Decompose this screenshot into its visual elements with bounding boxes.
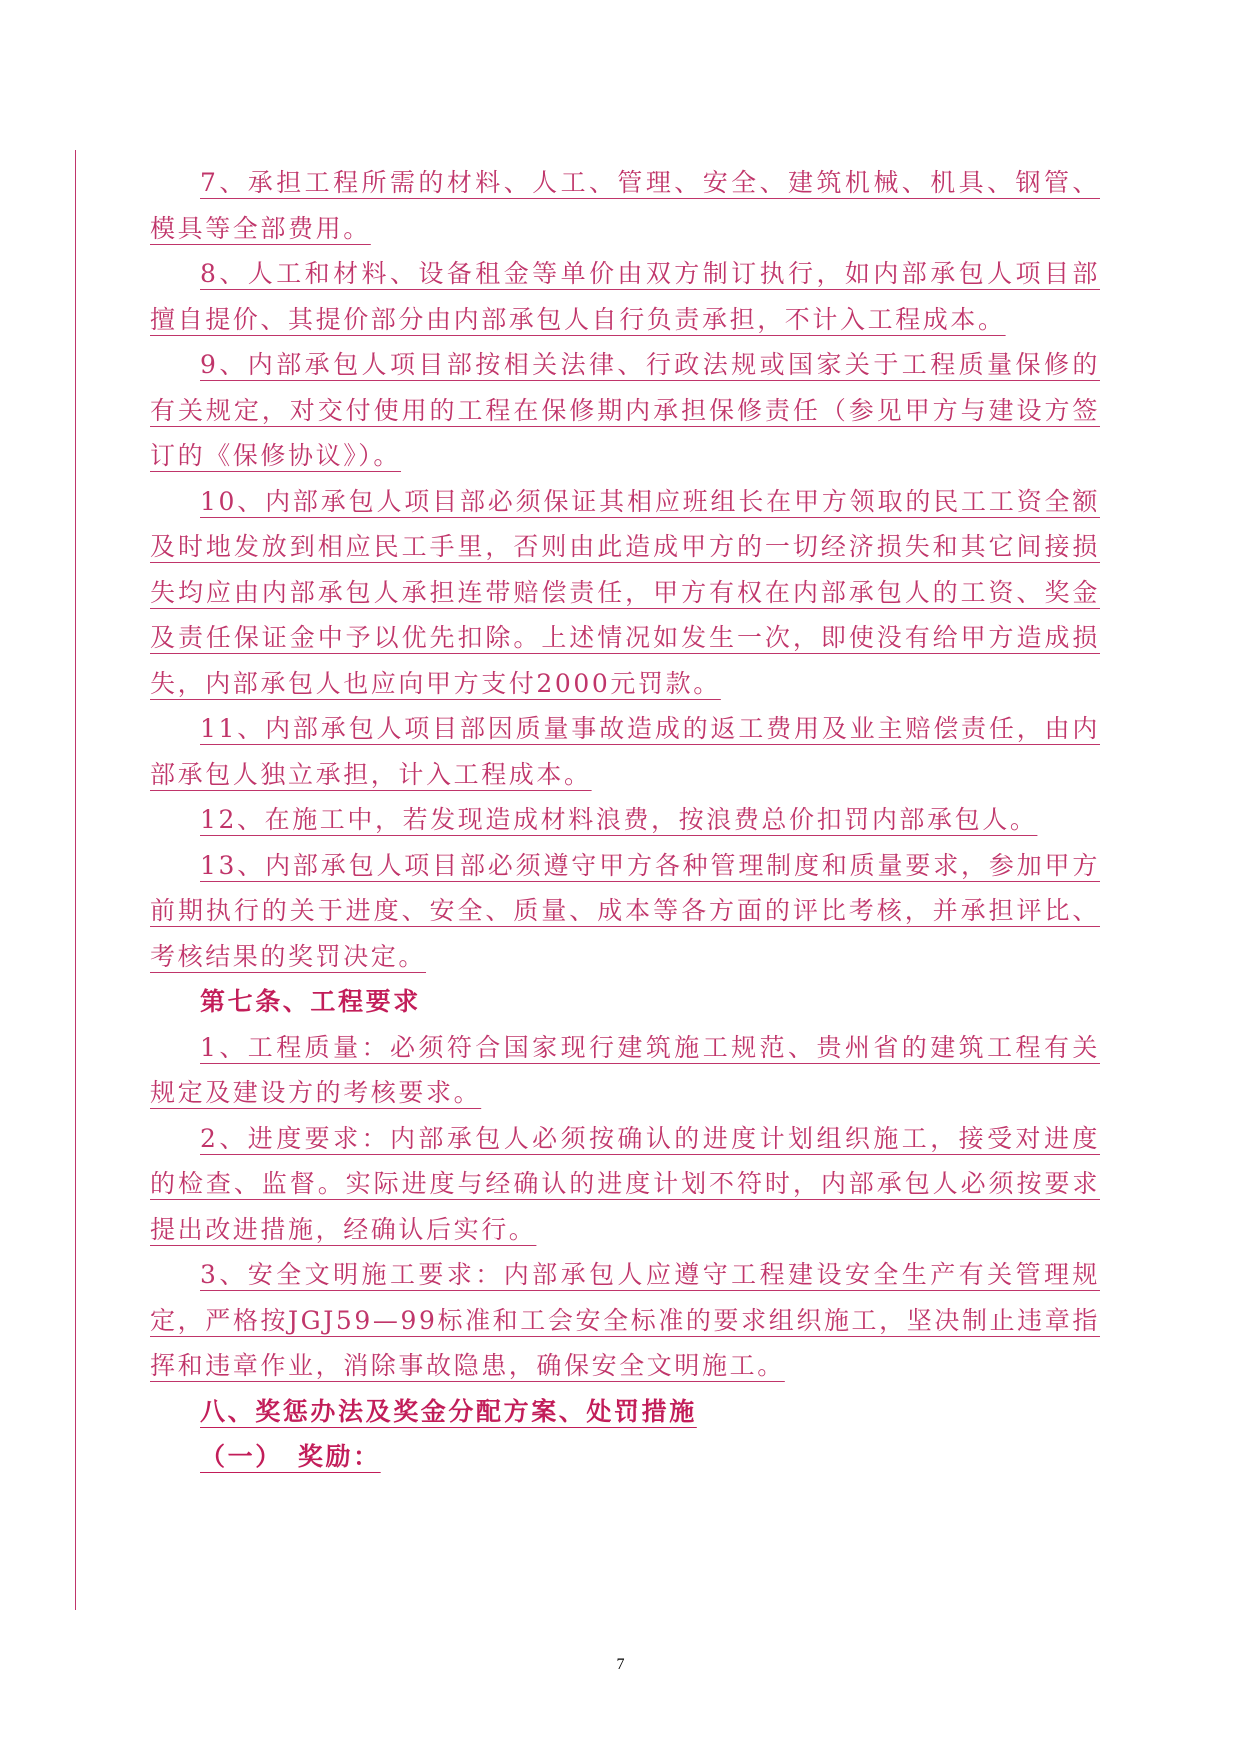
paragraph-item-10: 10、内部承包人项目部必须保证其相应班组长在甲方领取的民工工资全额及时地发放到相应民工手里，否则由此造成甲方的一切经济损失和其它间接损失均应由内部承包人承担连带赔偿责任，甲方有权在内部承包人的工资、奖金及责任保证金中予以优先扣除。上述情况如发生一次，即使没有给甲方造成损失，内部承包人也应向甲方支付2000元罚款。 bbox=[150, 486, 1100, 698]
article-7-heading: 第七条、工程要求 bbox=[200, 987, 421, 1016]
margin-revision-line bbox=[75, 150, 76, 1610]
page-number: 7 bbox=[616, 1656, 625, 1673]
paragraph-item-11: 11、内部承包人项目部因质量事故造成的返工费用及业主赔偿责任，由内部承包人独立承担，计入工程成本。 bbox=[150, 714, 1100, 789]
document-body bbox=[150, 160, 1100, 1480]
paragraph-item-13: 13、内部承包人项目部必须遵守甲方各种管理制度和质量要求，参加甲方前期执行的关于进度、安全、质量、成本等各方面的评比考核，并承担评比、考核结果的奖罚决定。 bbox=[150, 850, 1100, 971]
paragraph-item-7: 7、承担工程所需的材料、人工、管理、安全、建筑机械、机具、钢管、模具等全部费用。 bbox=[150, 168, 1100, 243]
article-7-item-3: 3、安全文明施工要求：内部承包人应遵守工程建设安全生产有关管理规定，严格按JGJ59—99标准和工会安全标准的要求组织施工，坚决制止违章指挥和违章作业，消除事故隐患，确保安全文明施工。 bbox=[150, 1260, 1100, 1380]
paragraph-item-8: 8、人工和材料、设备租金等单价由双方制订执行，如内部承包人项目部擅自提价、其提价部分由内部承包人自行负责承担，不计入工程成本。 bbox=[150, 259, 1100, 334]
article-7-item-2: 2、进度要求：内部承包人必须按确认的进度计划组织施工，接受对进度的检查、监督。实际进度与经确认的进度计划不符时，内部承包人必须按要求提出改进措施，经确认后实行。 bbox=[150, 1123, 1100, 1244]
section-8-heading: 八、奖惩办法及奖金分配方案、处罚措施 bbox=[200, 1396, 697, 1426]
subsection-reward-heading: （一） 奖励： bbox=[200, 1442, 381, 1471]
paragraph-item-12: 12、在施工中，若发现造成材料浪费，按浪费总价扣罚内部承包人。 bbox=[200, 805, 1038, 834]
article-7-item-1: 1、工程质量：必须符合国家现行建筑施工规范、贵州省的建筑工程有关规定及建设方的考核要求。 bbox=[150, 1032, 1100, 1107]
paragraph-item-9: 9、内部承包人项目部按相关法律、行政法规或国家关于工程质量保修的有关规定，对交付使用的工程在保修期内承担保修责任（参见甲方与建设方签订的《保修协议》）。 bbox=[150, 350, 1100, 470]
